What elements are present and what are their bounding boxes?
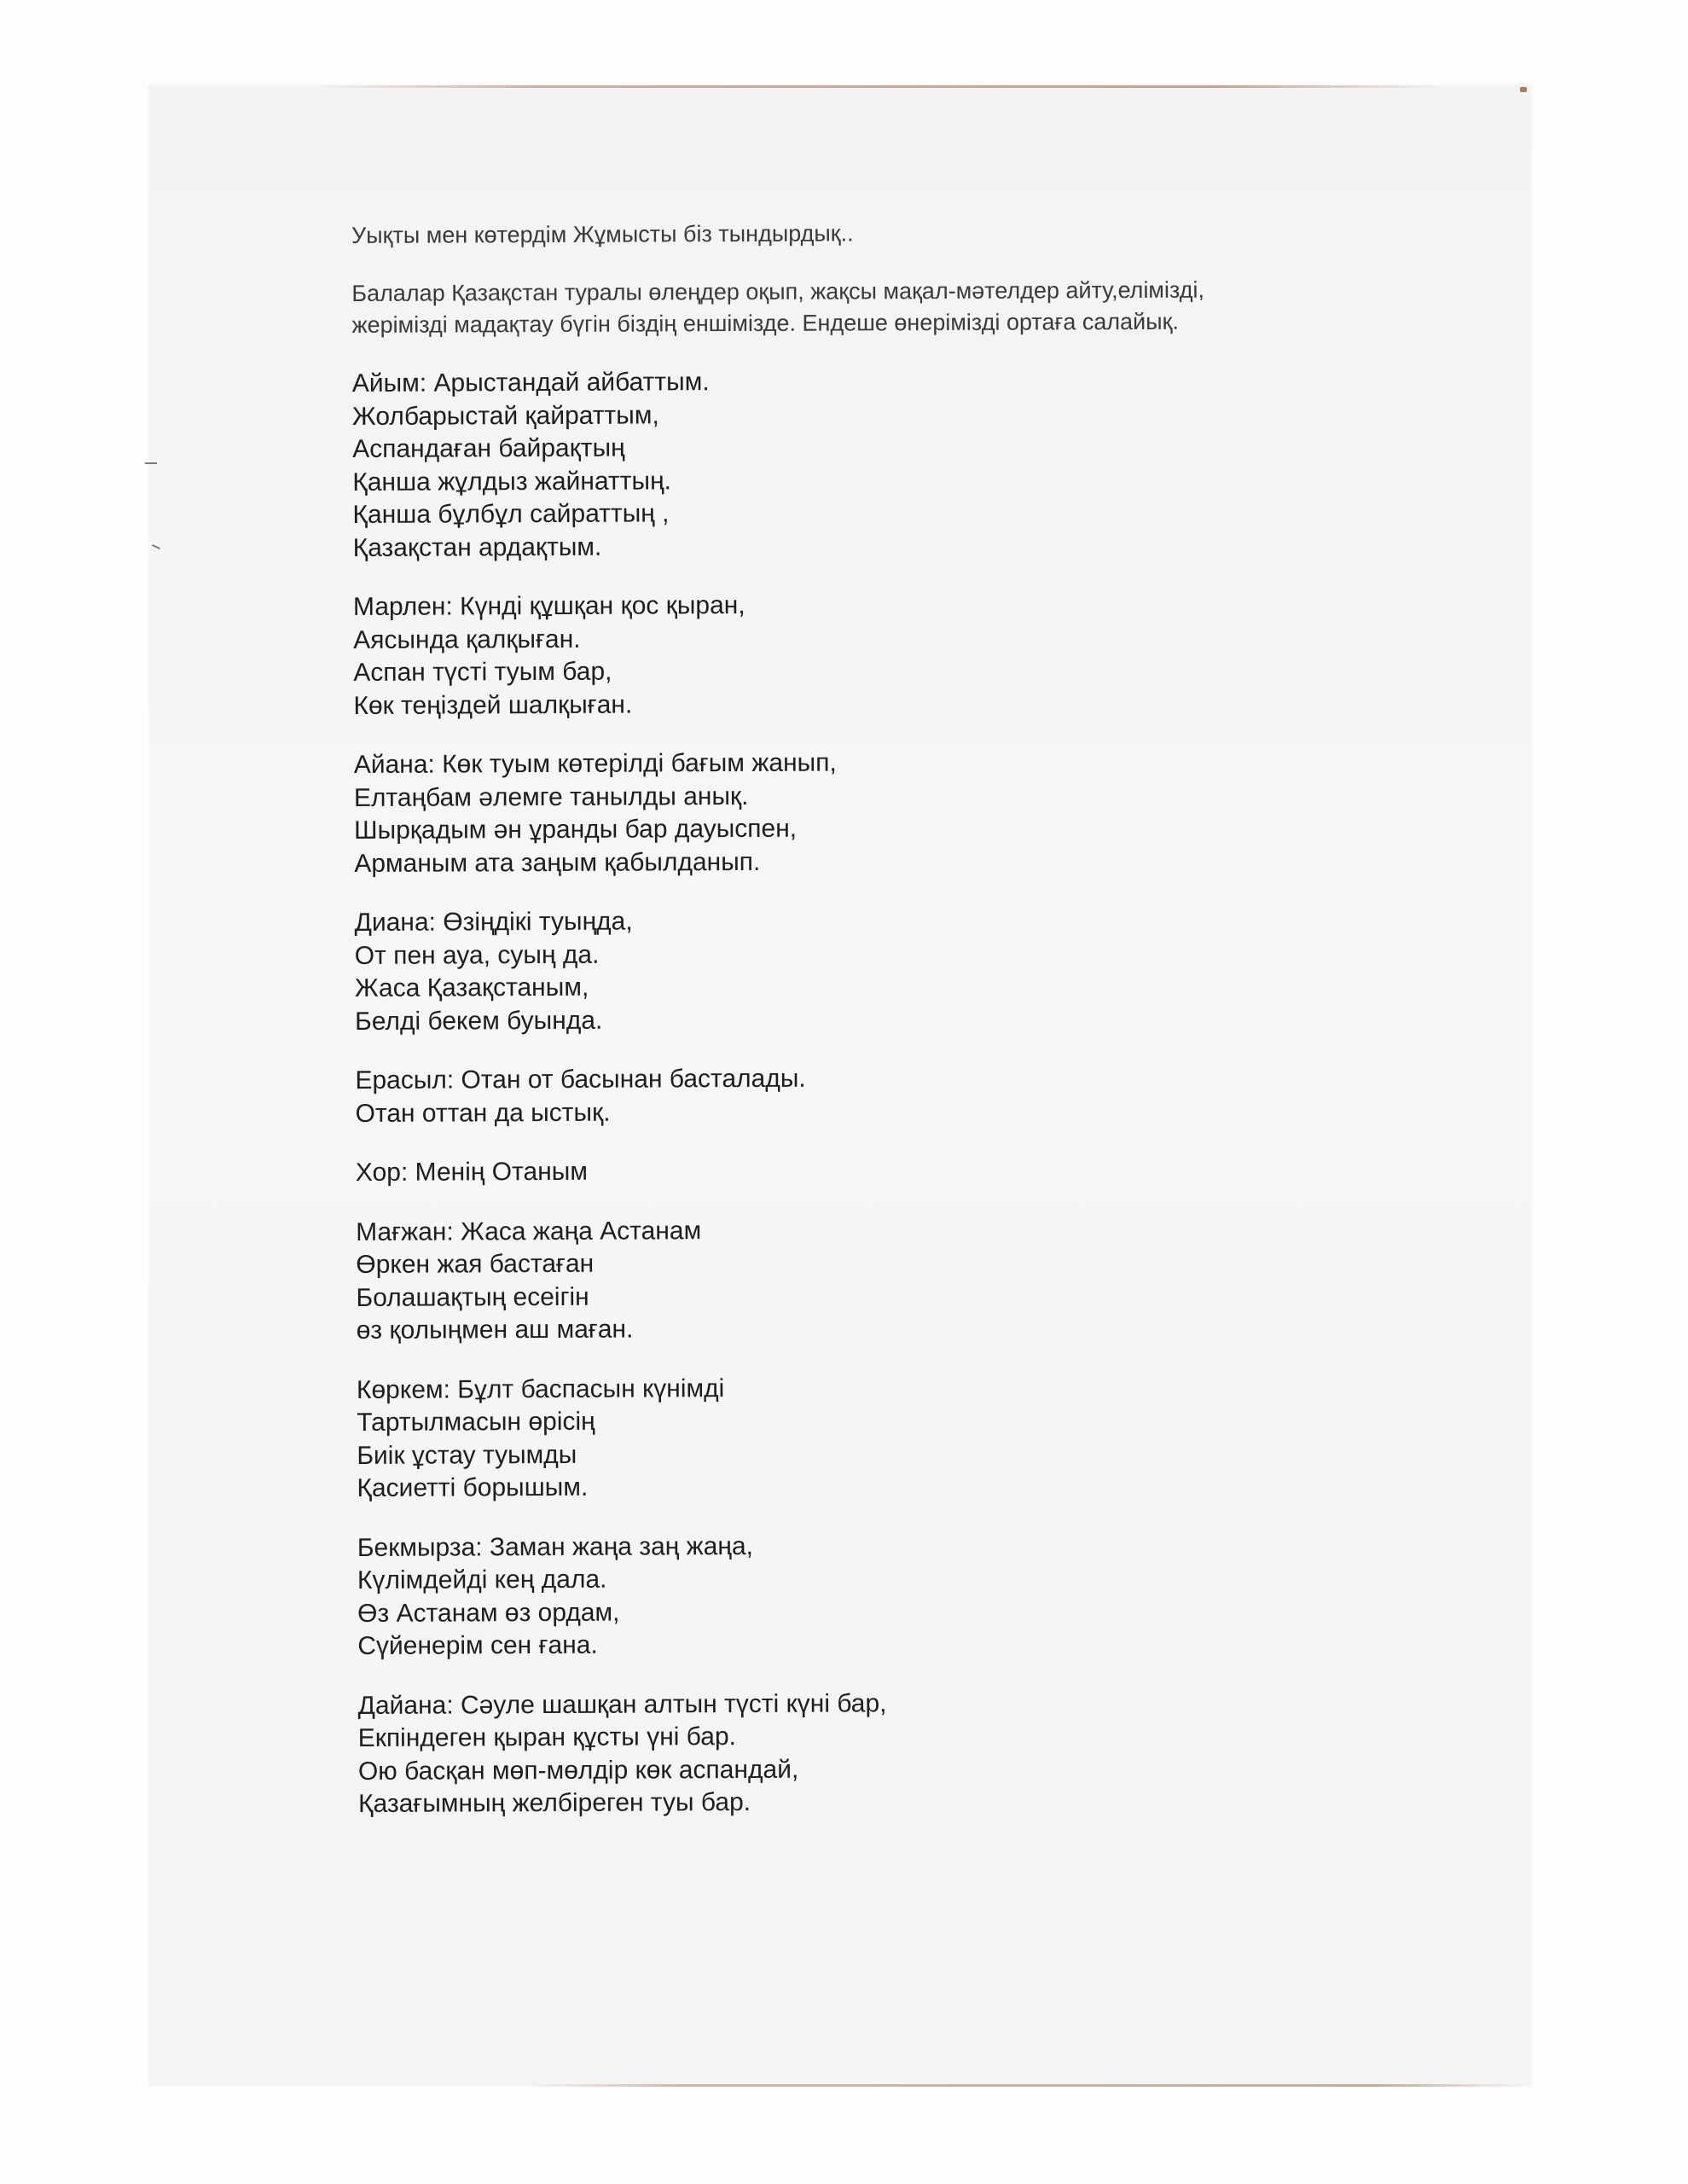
poem-line: өз қолыңмен аш маған.: [356, 1315, 634, 1345]
stanza-chorus: [356, 1152, 1465, 1189]
poem-line: Марлен: Күнді құшқан қос қыран,: [352, 590, 745, 621]
poem-line: Күлімдейді кең дала.: [357, 1565, 607, 1594]
intro-paragraph-line: Балалар Қазақстан туралы өлеңдер оқып, жақсы мақал-мәтелдер айту,елімізді,: [351, 276, 1205, 306]
corner-mark: [1520, 87, 1527, 92]
poem-line: Жаса Қазақстаным,: [354, 973, 589, 1002]
poem-line: Ою басқан мөп-мөлдір көк аспандай,: [357, 1755, 799, 1786]
poem-line: Өз Астанам өз ордам,: [357, 1598, 620, 1628]
poem-line: Қазағымның желбіреген туы бар.: [358, 1787, 751, 1818]
stanza-erasyl: [355, 1060, 1464, 1130]
poem-line: Бекмырза: Заман жаңа заң жаңа,: [357, 1531, 754, 1562]
poem-line: Қасиетті борышым.: [357, 1472, 589, 1502]
poem-line: Екпіндеген қыран құсты үні бар.: [357, 1722, 737, 1752]
intro-paragraph-line: жерімізді мадақтау бүгін біздің еншімізде. Ендеше өнерімізді ортаға салайық.: [351, 308, 1179, 338]
poem-line: Ерасыл: Отан от басынан басталады.: [355, 1064, 806, 1095]
poem-line: Сүйенерім сен ғана.: [357, 1630, 598, 1660]
poem-line: Мағжан: Жаса жаңа Астанам: [356, 1216, 702, 1246]
poem-line: Биік ұстау туымды: [357, 1440, 577, 1470]
paper-bottom-edge: [529, 2084, 1527, 2087]
poem-line: Қанша жұлдыз жайнаттың.: [352, 466, 672, 497]
poem-line: Шырқадым ән ұранды бар дауыспен,: [354, 814, 798, 845]
stanza-daiana: [358, 1685, 1468, 1821]
poem-line: Аясында қалқыған.: [353, 624, 581, 654]
stanza-bekmyrza: [357, 1527, 1467, 1664]
poem-line: Көк теңіздей шалқыған.: [353, 690, 633, 720]
poem-line: От пен ауа, суың да.: [354, 940, 600, 970]
poem-line: Тартылмасын өрісің: [357, 1407, 595, 1437]
poem-line: Қанша бұлбұл сайраттың ,: [352, 499, 670, 529]
poem-line: Хор: Менің Отаным: [355, 1157, 588, 1187]
stanza-diana: [355, 902, 1465, 1038]
poem-line: Айым: Арыстандай айбаттым.: [351, 368, 710, 398]
poem-line: Дайана: Сәуле шашқан алтын түсті күні бар,: [357, 1688, 887, 1720]
poem-line: Елтаңбам әлемге танылды анық.: [353, 781, 749, 812]
stanza-aiym: [352, 363, 1462, 565]
poem-line: Өркен жая бастаған: [356, 1249, 595, 1279]
paper-top-edge: [316, 85, 1441, 88]
poem-line: Отан оттан да ыстық.: [355, 1098, 611, 1128]
poem-line: Айана: Көк туым көтерілді бағым жанып,: [353, 748, 837, 779]
stanza-marlen: [353, 586, 1463, 723]
stanza-aiana: [354, 744, 1464, 880]
intro-paragraph: [351, 273, 1460, 341]
poem-line: Болашақтың есеігін: [356, 1282, 589, 1312]
poem-line: Аспандаған байрақтың: [352, 433, 625, 463]
poem-line: Белді бекем буында.: [355, 1006, 603, 1036]
poem-line: Қазақстан ардақтым.: [352, 532, 602, 562]
poem-line: Арманым ата заңым қабылданып.: [354, 847, 761, 878]
poem-line: Көркем: Бұлт баспасын күнімді: [356, 1374, 725, 1404]
margin-mark: [145, 462, 157, 464]
stanza-korkem: [357, 1369, 1466, 1506]
document-text: [351, 215, 1467, 1847]
stanza-magzhan: [356, 1211, 1465, 1348]
poem-line: Аспан түсті туым бар,: [353, 657, 612, 687]
poem-line: Жолбарыстай қайраттым,: [351, 400, 659, 431]
intro-line: Уықты мен көтердім Жұмысты біз тындырдық..: [351, 220, 854, 248]
poem-line: Диана: Өзіңдікі туыңда,: [354, 907, 633, 937]
